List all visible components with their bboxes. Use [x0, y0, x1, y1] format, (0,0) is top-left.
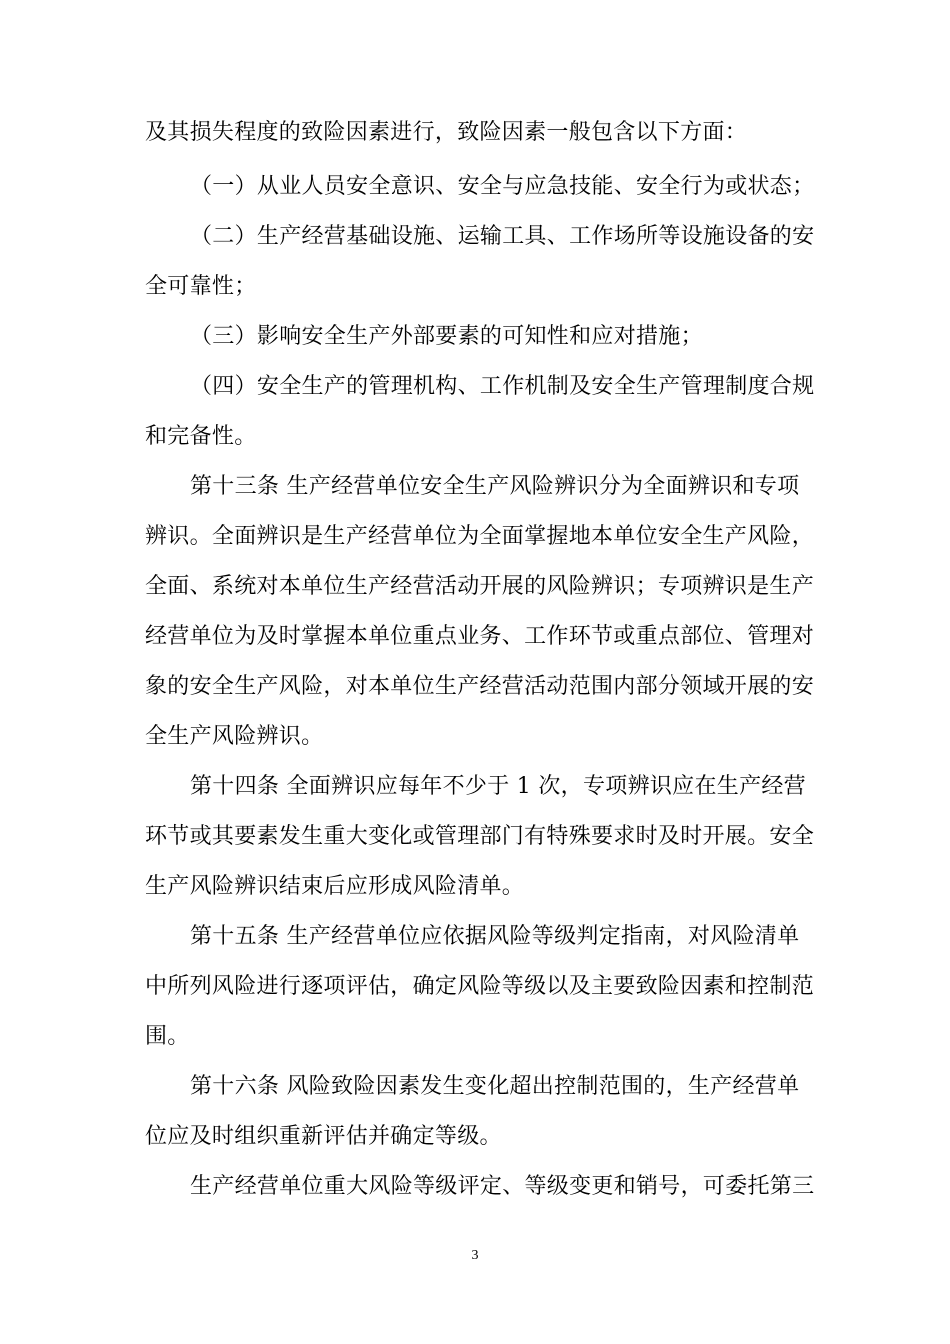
text-line: 围。 — [145, 1024, 190, 1049]
text-line: 中所列风险进行逐项评估，确定风险等级以及主要致险因素和控制范 — [145, 974, 815, 999]
text-line: 辨识。全面辨识是生产经营单位为全面掌握地本单位安全生产风险， — [145, 524, 815, 549]
text-line: 及其损失程度的致险因素进行，致险因素一般包含以下方面： — [145, 120, 748, 145]
text-line: 全生产风险辨识。 — [145, 724, 324, 749]
text-line: （二）生产经营基础设施、运输工具、工作场所等设施设备的安 — [190, 224, 815, 249]
text-line: 第十五条 生产经营单位应依据风险等级判定指南，对风险清单 — [190, 924, 800, 949]
text-line: 生产风险辨识结束后应形成风险清单。 — [145, 874, 525, 899]
text-line: 位应及时组织重新评估并确定等级。 — [145, 1124, 502, 1149]
text-line: 全面、系统对本单位生产经营活动开展的风险辨识；专项辨识是生产 — [145, 574, 815, 599]
text-line: 经营单位为及时掌握本单位重点业务、工作环节或重点部位、管理对 — [145, 624, 815, 649]
text-line: 第十四条 全面辨识应每年不少于 1 次，专项辨识应在生产经营 — [190, 774, 806, 799]
text-line: （一）从业人员安全意识、安全与应急技能、安全行为或状态； — [190, 174, 815, 199]
text-line: （四）安全生产的管理机构、工作机制及安全生产管理制度合规 — [190, 374, 815, 399]
text-line: 象的安全生产风险，对本单位生产经营活动范围内部分领域开展的安 — [145, 674, 815, 699]
text-line: 和完备性。 — [145, 424, 257, 449]
text-line: 第十三条 生产经营单位安全生产风险辨识分为全面辨识和专项 — [190, 474, 800, 499]
text-line: 全可靠性； — [145, 274, 257, 299]
text-line: 环节或其要素发生重大变化或管理部门有特殊要求时及时开展。安全 — [145, 824, 815, 849]
text-line: （三）影响安全生产外部要素的可知性和应对措施； — [190, 324, 703, 349]
text-line: 生产经营单位重大风险等级评定、等级变更和销号，可委托第三 — [190, 1174, 815, 1199]
text-line: 第十六条 风险致险因素发生变化超出控制范围的，生产经营单 — [190, 1074, 800, 1099]
page-number: 3 — [471, 1248, 479, 1263]
